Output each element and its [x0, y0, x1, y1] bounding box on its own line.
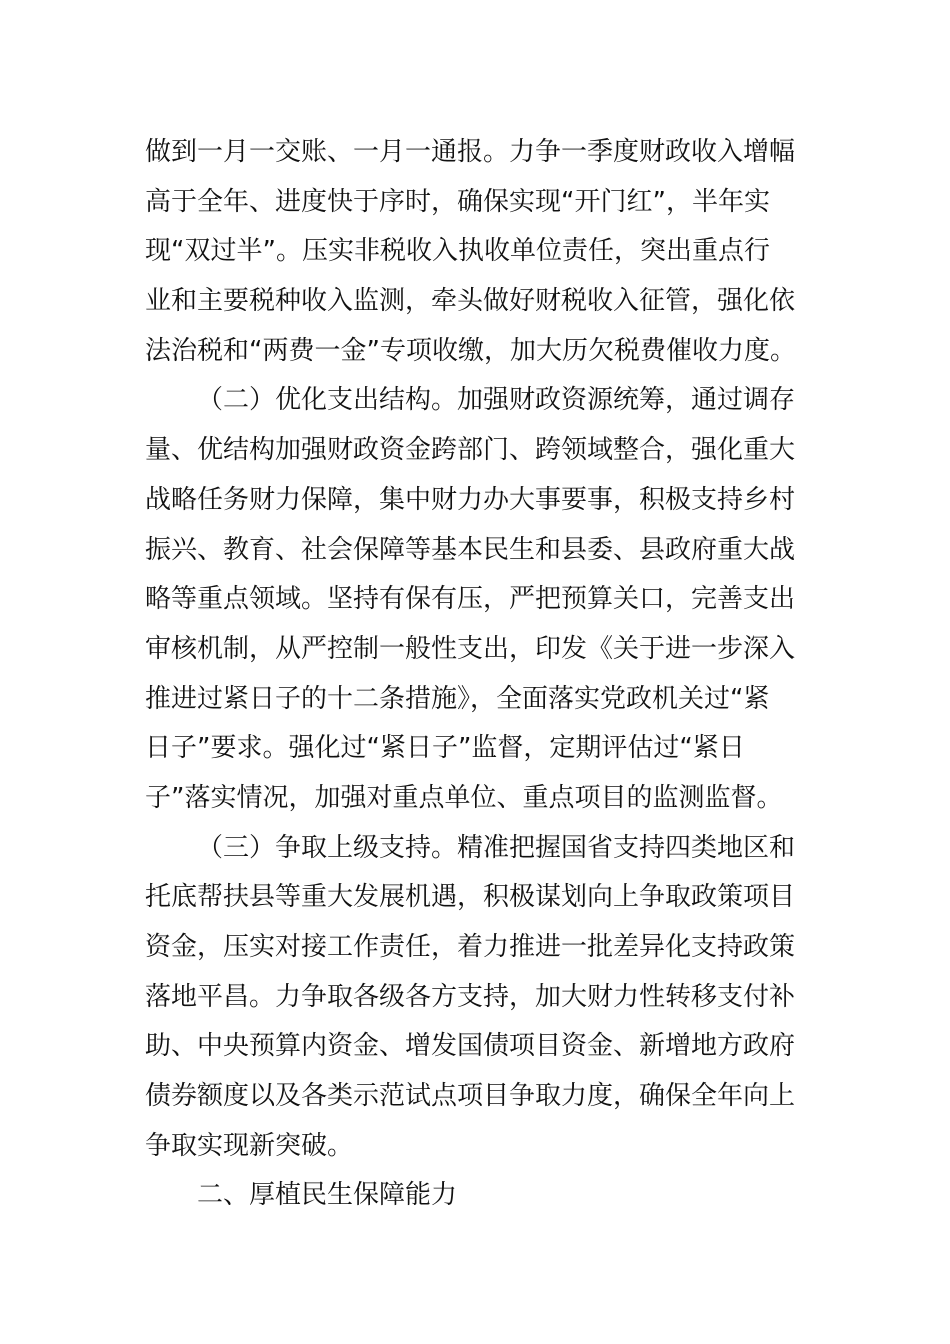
text-line: 落地平昌。力争取各级各方支持，加大财力性转移支付补: [145, 981, 796, 1012]
text-line: 日子”要求。强化过“紧日子”监督，定期评估过“紧日: [145, 733, 745, 764]
text-line: 业和主要税种收入监测，牵头做好财税收入征管，强化依: [145, 286, 796, 317]
text-line: 法治税和“两费一金”专项收缴，加大历欠税费催收力度。: [145, 335, 796, 366]
text-line: 战略任务财力保障，集中财力办大事要事，积极支持乡村: [145, 484, 796, 515]
text-line: 审核机制，从严控制一般性支出，印发《关于进一步深入: [145, 633, 796, 664]
text-line: 助、中央预算内资金、增发国债项目资金、新增地方政府: [145, 1031, 796, 1062]
text-line: 现“双过半”。压实非税收入执收单位责任，突出重点行: [145, 236, 770, 267]
document-body: [145, 128, 807, 1221]
chapter-heading: 二、厚植民生保障能力: [197, 1180, 458, 1211]
text-line: 推进过紧日子的十二条措施》，全面落实党政机关过“紧: [145, 683, 770, 714]
text-line: 争取实现新突破。: [145, 1130, 354, 1161]
text-line: 略等重点领域。坚持有保有压，严把预算关口，完善支出: [145, 584, 796, 615]
text-line: 做到一月一交账、一月一通报。力争一季度财政收入增幅: [145, 137, 796, 167]
section-heading-2: （二）优化支出结构。加强财政资源统筹，通过调存: [197, 385, 796, 416]
section-heading-3: （三）争取上级支持。精准把握国省支持四类地区和: [197, 832, 796, 863]
text-line: 子”落实情况，加强对重点单位、重点项目的监测监督。: [145, 782, 783, 813]
text-line: 托底帮扶县等重大发展机遇，积极谋划向上争取政策项目: [145, 882, 796, 913]
text-line: 量、优结构加强财政资金跨部门、跨领域整合，强化重大: [145, 435, 796, 466]
text-line: 振兴、教育、社会保障等基本民生和县委、县政府重大战: [145, 534, 796, 565]
text-line: 高于全年、进度快于序时，确保实现“开门红”，半年实: [145, 186, 770, 217]
text-line: 资金，压实对接工作责任，着力推进一批差异化支持政策: [145, 932, 796, 962]
text-line: 债券额度以及各类示范试点项目争取力度，确保全年向上: [145, 1081, 796, 1112]
